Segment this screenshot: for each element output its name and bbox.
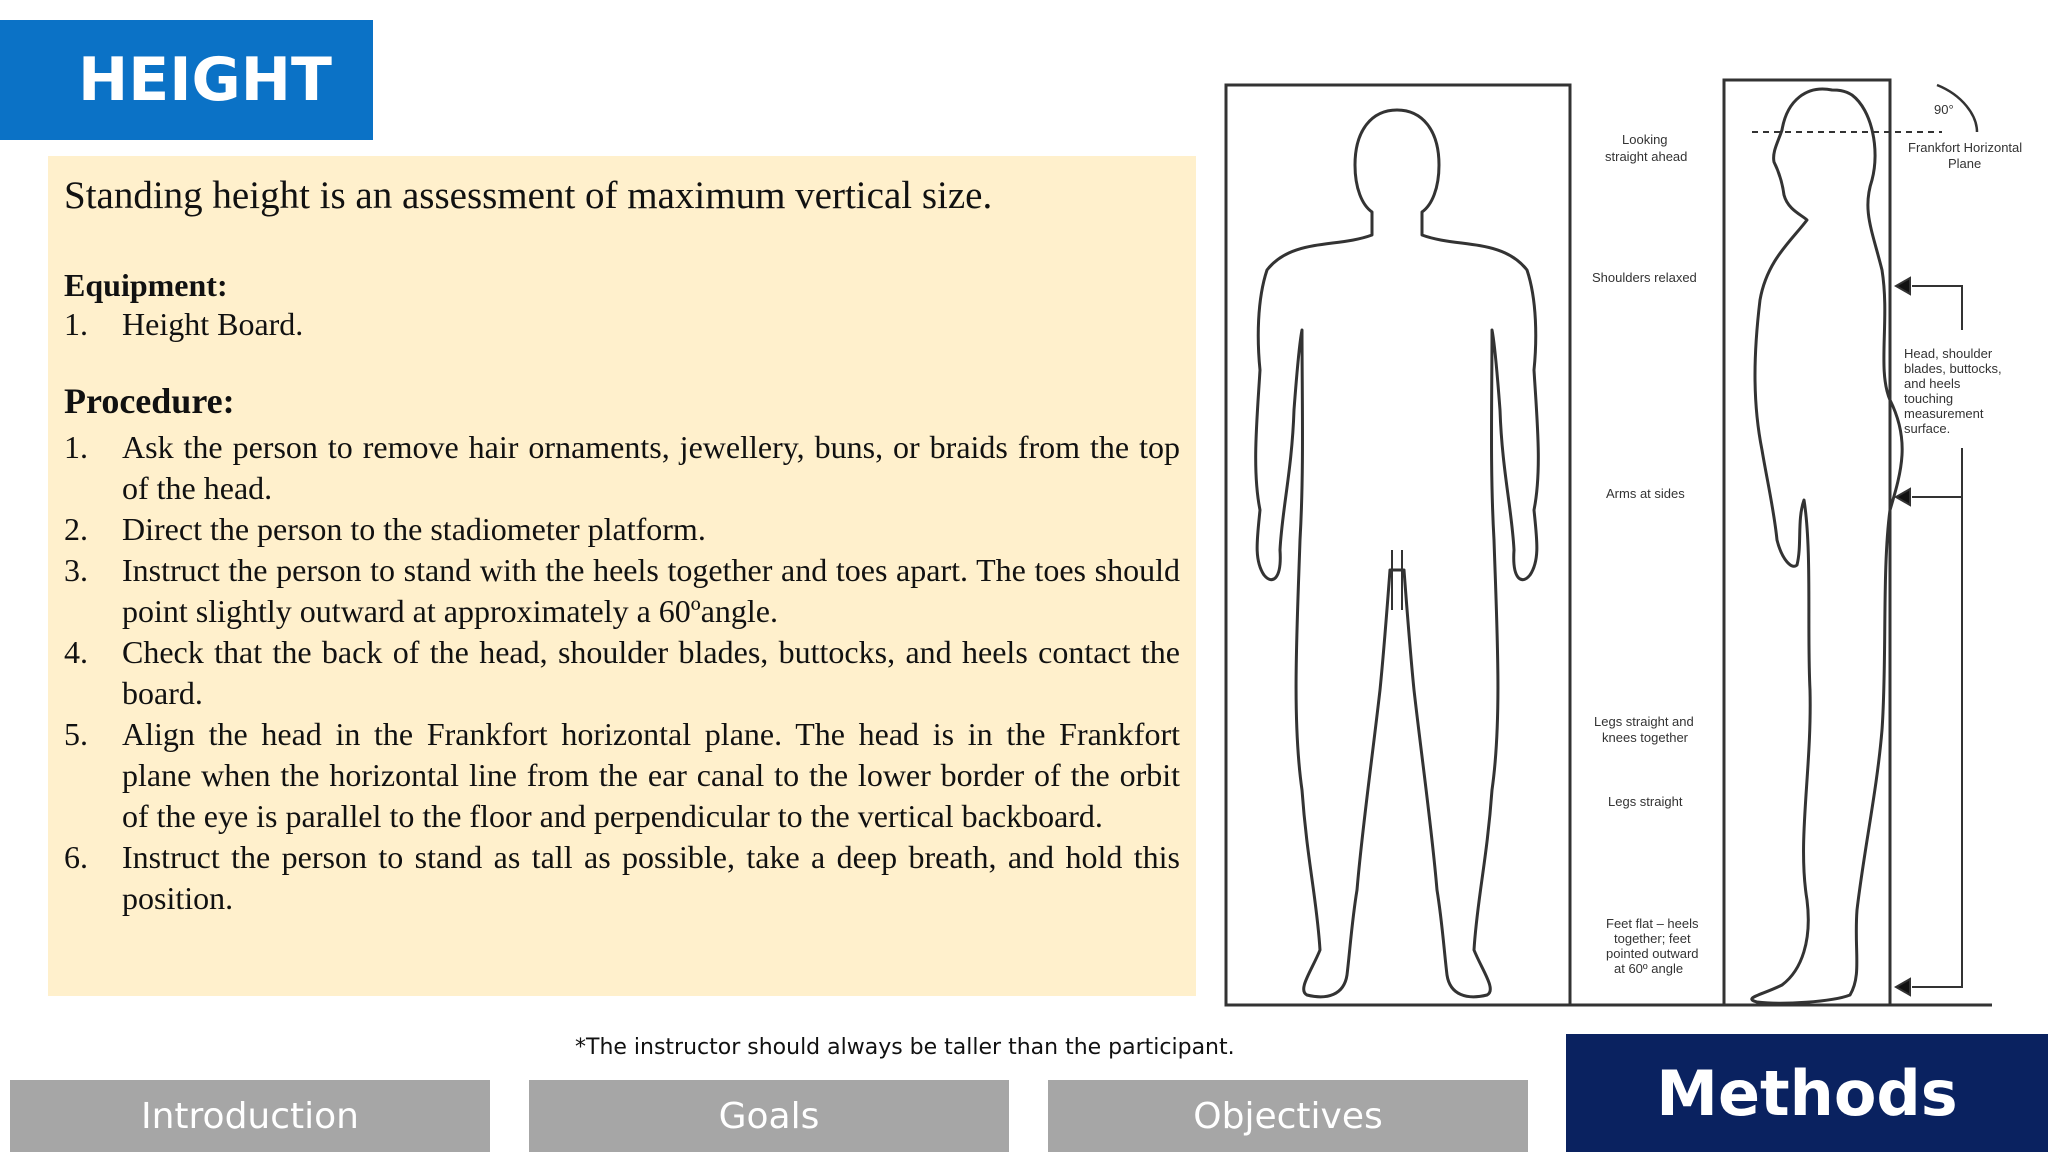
procedure-item <box>64 550 1180 632</box>
list-number: 2. <box>64 511 88 547</box>
procedure-item <box>64 632 1180 714</box>
list-number: 5. <box>64 716 88 752</box>
side-body-silhouette <box>1752 89 1902 1003</box>
procedure-item <box>64 427 1180 509</box>
list-text: Ask the person to remove hair ornaments, jewellery, buns, or braids from the top of the head. <box>122 429 1180 506</box>
list-text: Align the head in the Frankfort horizontal plane. The head is in the Frankfort plane when the horizontal line from the ear canal to the lower border of the orbit of the eye is parallel to the floor and perpendicular to the vertical backboard. <box>122 716 1180 834</box>
content-panel <box>48 156 1196 996</box>
contact-label-6: surface. <box>1904 421 1951 436</box>
nav-methods-button[interactable]: Methods <box>1566 1034 2048 1152</box>
legs-knees-label-1: Legs straight and <box>1594 714 1694 729</box>
equipment-item <box>64 304 1180 345</box>
nav-objectives-button[interactable]: Objectives <box>1048 1080 1528 1152</box>
list-number: 1. <box>64 306 88 342</box>
list-text: Instruct the person to stand with the heels together and toes apart. The toes should point slightly outward at approximately a 60ºangle. <box>122 552 1180 629</box>
nav-introduction-button[interactable]: Introduction <box>10 1080 490 1152</box>
feet-label-4: at 60º angle <box>1614 961 1684 976</box>
contact-label-2: blades, buttocks, <box>1904 361 2002 376</box>
intro-text: Standing height is an assessment of maximum vertical size. <box>64 174 993 217</box>
equipment-heading: Equipment: <box>64 267 228 303</box>
list-text: Check that the back of the head, shoulder blades, buttocks, and heels contact the board. <box>122 634 1180 711</box>
feet-label-2: together; feet <box>1614 931 1691 946</box>
procedure-list <box>64 427 1180 919</box>
procedure-item <box>64 509 1180 550</box>
contact-label-3: and heels <box>1904 376 1961 391</box>
arms-label: Arms at sides <box>1606 486 1685 501</box>
legs-straight-label: Legs straight <box>1608 794 1683 809</box>
front-body-silhouette <box>1256 110 1539 997</box>
list-text: Instruct the person to stand as tall as possible, take a deep breath, and hold this position. <box>122 839 1180 916</box>
list-number: 4. <box>64 634 88 670</box>
front-height-board <box>1226 85 1570 1005</box>
feet-label-3: pointed outward <box>1606 946 1699 961</box>
procedure-item <box>64 837 1180 919</box>
list-number: 1. <box>64 429 88 465</box>
feet-label-1: Feet flat – heels <box>1606 916 1699 931</box>
procedure-item <box>64 714 1180 837</box>
shoulders-label: Shoulders relaxed <box>1592 270 1697 285</box>
list-text: Height Board. <box>122 306 304 342</box>
contact-label-4: touching <box>1904 391 1954 406</box>
legs-knees-label-2: knees together <box>1602 730 1689 745</box>
contact-label-1: Head, shoulder <box>1904 346 1993 361</box>
page-title-text: HEIGHT <box>78 45 332 115</box>
looking-label-1: Looking <box>1622 132 1668 147</box>
footnote: *The instructor should always be taller than the participant. <box>575 1035 1235 1060</box>
list-number: 3. <box>64 552 88 588</box>
procedure-heading: Procedure: <box>64 381 235 421</box>
list-text: Direct the person to the stadiometer platform. <box>122 511 706 547</box>
list-number: 6. <box>64 839 88 875</box>
frankfort-label-1: Frankfort Horizontal <box>1908 140 2023 155</box>
looking-label-2: straight ahead <box>1605 149 1688 164</box>
frankfort-label-2: Plane <box>1948 156 1982 171</box>
page-title <box>0 20 373 140</box>
equipment-list <box>64 304 1180 345</box>
contact-label-5: measurement <box>1904 406 1984 421</box>
angle-label: 90° <box>1934 102 1954 117</box>
nav-goals-button[interactable]: Goals <box>529 1080 1009 1152</box>
height-measurement-figure <box>1222 70 2048 1020</box>
